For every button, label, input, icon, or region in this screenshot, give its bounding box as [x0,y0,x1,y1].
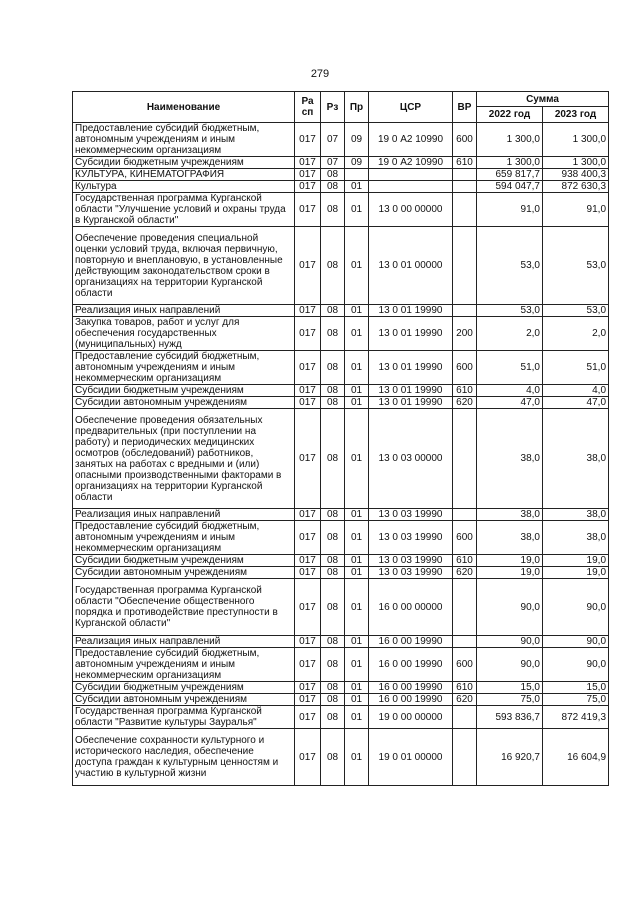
cell-sum-2022: 659 817,7 [477,169,543,181]
cell-rz: 08 [321,567,345,579]
cell-name: Государственная программа Курганской области "Обеспечение общественного порядка и противодействие преступности в Курганской области" [73,579,295,636]
table-row [73,397,609,409]
cell-name: Субсидии бюджетным учреждениям [73,682,295,694]
table-row [73,694,609,706]
cell-csr: 13 0 03 00000 [369,409,453,509]
cell-csr: 13 0 01 19990 [369,351,453,385]
table-row [73,351,609,385]
cell-name: Предоставление субсидий бюджетным, автономным учреждениям и иным некоммерческим организациям [73,521,295,555]
cell-sum-2022: 38,0 [477,509,543,521]
cell-sum-2023: 90,0 [543,579,609,636]
cell-csr: 13 0 03 19990 [369,567,453,579]
cell-pr: 01 [345,694,369,706]
cell-rz: 08 [321,636,345,648]
cell-name: Реализация иных направлений [73,509,295,521]
cell-sum-2023: 872 419,3 [543,706,609,729]
cell-name: Субсидии автономным учреждениям [73,397,295,409]
cell-sum-2022: 38,0 [477,409,543,509]
cell-sum-2023: 38,0 [543,509,609,521]
cell-csr: 19 0 А2 10990 [369,123,453,157]
header-csr: ЦСР [369,92,453,123]
cell-sum-2023: 51,0 [543,351,609,385]
cell-sum-2022: 1 300,0 [477,157,543,169]
cell-rasp: 017 [295,729,321,786]
cell-rasp: 017 [295,123,321,157]
cell-vr: 610 [453,157,477,169]
cell-vr [453,636,477,648]
cell-sum-2022: 75,0 [477,694,543,706]
cell-rz: 08 [321,227,345,305]
cell-name: Предоставление субсидий бюджетным, автономным учреждениям и иным некоммерческим организациям [73,123,295,157]
cell-rasp: 017 [295,682,321,694]
cell-csr: 13 0 01 19990 [369,385,453,397]
cell-sum-2022: 53,0 [477,305,543,317]
cell-rz: 08 [321,579,345,636]
cell-rz: 08 [321,351,345,385]
cell-pr: 01 [345,385,369,397]
cell-rasp: 017 [295,521,321,555]
table-row [73,706,609,729]
cell-pr: 01 [345,555,369,567]
cell-vr: 200 [453,317,477,351]
cell-pr: 01 [345,397,369,409]
cell-vr: 600 [453,123,477,157]
cell-vr: 620 [453,397,477,409]
cell-pr: 01 [345,579,369,636]
cell-vr: 600 [453,351,477,385]
cell-rasp: 017 [295,409,321,509]
cell-name: Обеспечение проведения специальной оценки условий труда, включая первичную, повторную и внеплановую, в установленные действующим законодательством сроки в организациях на территории Курганской области [73,227,295,305]
cell-sum-2023: 53,0 [543,305,609,317]
cell-sum-2022: 90,0 [477,579,543,636]
cell-rasp: 017 [295,181,321,193]
table-body [73,123,609,786]
cell-vr [453,409,477,509]
table-row [73,317,609,351]
cell-pr: 01 [345,317,369,351]
cell-sum-2022: 53,0 [477,227,543,305]
table-row [73,409,609,509]
cell-rz: 08 [321,169,345,181]
table-row [73,579,609,636]
cell-vr [453,181,477,193]
cell-sum-2023: 53,0 [543,227,609,305]
cell-csr: 13 0 01 19990 [369,397,453,409]
cell-sum-2022: 19,0 [477,567,543,579]
cell-sum-2022: 15,0 [477,682,543,694]
cell-sum-2023: 90,0 [543,648,609,682]
cell-vr [453,193,477,227]
table-row [73,636,609,648]
cell-pr: 01 [345,521,369,555]
cell-rasp: 017 [295,351,321,385]
cell-vr: 610 [453,385,477,397]
table-row [73,509,609,521]
cell-name: Обеспечение проведения обязательных предварительных (при поступлении на работу) и периодических медицинских осмотров (обследований) работников, занятых на работах с вредными и (или) опасными производственными факторами в организациях на территории Курганской области [73,409,295,509]
cell-rasp: 017 [295,193,321,227]
cell-name: КУЛЬТУРА, КИНЕМАТОГРАФИЯ [73,169,295,181]
cell-rz: 08 [321,181,345,193]
header-sum: Сумма [477,92,609,107]
cell-pr [345,169,369,181]
cell-rasp: 017 [295,706,321,729]
cell-name: Реализация иных направлений [73,305,295,317]
cell-sum-2023: 38,0 [543,409,609,509]
cell-csr: 13 0 00 00000 [369,193,453,227]
cell-name: Субсидии бюджетным учреждениям [73,555,295,567]
cell-rz: 08 [321,729,345,786]
cell-sum-2022: 593 836,7 [477,706,543,729]
cell-pr: 01 [345,227,369,305]
cell-vr [453,729,477,786]
table-row [73,157,609,169]
cell-pr: 01 [345,509,369,521]
cell-rasp: 017 [295,694,321,706]
cell-sum-2022: 1 300,0 [477,123,543,157]
cell-csr: 16 0 00 00000 [369,579,453,636]
cell-rasp: 017 [295,648,321,682]
cell-vr: 620 [453,694,477,706]
cell-rz: 08 [321,648,345,682]
table-row [73,682,609,694]
cell-name: Государственная программа Курганской области "Развитие культуры Зауралья" [73,706,295,729]
page-number: 279 [310,68,330,80]
table-row [73,169,609,181]
cell-vr: 610 [453,555,477,567]
header-rasp: Ра сп [295,92,321,123]
cell-sum-2023: 4,0 [543,385,609,397]
cell-sum-2022: 594 047,7 [477,181,543,193]
cell-name: Субсидии бюджетным учреждениям [73,385,295,397]
cell-csr: 13 0 01 19990 [369,317,453,351]
cell-vr [453,227,477,305]
cell-csr: 16 0 00 19990 [369,648,453,682]
header-year-2022: 2022 год [477,107,543,123]
cell-rz: 08 [321,385,345,397]
cell-pr: 01 [345,682,369,694]
cell-sum-2022: 38,0 [477,521,543,555]
header-name: Наименование [73,92,295,123]
cell-csr [369,169,453,181]
cell-name: Предоставление субсидий бюджетным, автономным учреждениям и иным некоммерческим организациям [73,648,295,682]
cell-rz: 08 [321,317,345,351]
cell-sum-2022: 16 920,7 [477,729,543,786]
cell-name: Субсидии автономным учреждениям [73,567,295,579]
cell-csr: 13 0 03 19990 [369,509,453,521]
cell-pr: 01 [345,706,369,729]
table-row [73,385,609,397]
cell-sum-2022: 91,0 [477,193,543,227]
cell-rasp: 017 [295,509,321,521]
cell-rz: 08 [321,682,345,694]
cell-rasp: 017 [295,397,321,409]
cell-pr: 01 [345,193,369,227]
cell-csr: 13 0 01 00000 [369,227,453,305]
cell-sum-2023: 47,0 [543,397,609,409]
cell-rasp: 017 [295,579,321,636]
cell-csr: 13 0 03 19990 [369,555,453,567]
cell-pr: 01 [345,648,369,682]
cell-sum-2022: 51,0 [477,351,543,385]
cell-rasp: 017 [295,169,321,181]
cell-pr: 09 [345,157,369,169]
cell-csr: 19 0 А2 10990 [369,157,453,169]
cell-rasp: 017 [295,636,321,648]
cell-sum-2023: 38,0 [543,521,609,555]
cell-csr: 19 0 01 00000 [369,729,453,786]
table-row [73,123,609,157]
cell-pr: 01 [345,181,369,193]
cell-vr [453,509,477,521]
table-row [73,555,609,567]
cell-sum-2023: 15,0 [543,682,609,694]
table-row [73,521,609,555]
cell-sum-2023: 91,0 [543,193,609,227]
cell-name: Субсидии автономным учреждениям [73,694,295,706]
cell-sum-2023: 16 604,9 [543,729,609,786]
cell-vr: 600 [453,648,477,682]
table-row [73,648,609,682]
cell-sum-2022: 19,0 [477,555,543,567]
cell-sum-2022: 90,0 [477,648,543,682]
cell-sum-2023: 19,0 [543,567,609,579]
budget-table [72,91,609,786]
cell-sum-2023: 90,0 [543,636,609,648]
cell-vr [453,305,477,317]
table-row [73,181,609,193]
cell-rasp: 017 [295,555,321,567]
header-pr: Пр [345,92,369,123]
cell-rasp: 017 [295,317,321,351]
cell-rz: 07 [321,157,345,169]
cell-rasp: 017 [295,305,321,317]
cell-name: Обеспечение сохранности культурного и исторического наследия, обеспечение доступа граждан к культурным ценностям и участию в культурной жизни [73,729,295,786]
cell-rasp: 017 [295,157,321,169]
cell-rz: 08 [321,521,345,555]
cell-sum-2023: 872 630,3 [543,181,609,193]
cell-csr: 13 0 03 19990 [369,521,453,555]
cell-rz: 08 [321,555,345,567]
header-vr: ВР [453,92,477,123]
cell-pr: 09 [345,123,369,157]
cell-rz: 08 [321,193,345,227]
cell-name: Субсидии бюджетным учреждениям [73,157,295,169]
cell-sum-2023: 75,0 [543,694,609,706]
table-row [73,729,609,786]
cell-rasp: 017 [295,567,321,579]
cell-sum-2023: 1 300,0 [543,157,609,169]
cell-rz: 08 [321,397,345,409]
cell-name: Культура [73,181,295,193]
cell-sum-2022: 47,0 [477,397,543,409]
cell-pr: 01 [345,409,369,509]
cell-sum-2022: 4,0 [477,385,543,397]
cell-sum-2023: 1 300,0 [543,123,609,157]
cell-pr: 01 [345,351,369,385]
cell-name: Предоставление субсидий бюджетным, автономным учреждениям и иным некоммерческим организациям [73,351,295,385]
cell-sum-2022: 2,0 [477,317,543,351]
cell-pr: 01 [345,636,369,648]
table-header [73,92,609,123]
cell-rasp: 017 [295,385,321,397]
cell-rz: 08 [321,305,345,317]
cell-pr: 01 [345,729,369,786]
cell-rz: 08 [321,706,345,729]
cell-csr [369,181,453,193]
table-row [73,567,609,579]
cell-vr: 610 [453,682,477,694]
cell-rz: 07 [321,123,345,157]
table-row [73,193,609,227]
cell-csr: 16 0 00 19990 [369,694,453,706]
cell-rz: 08 [321,694,345,706]
cell-sum-2023: 938 400,3 [543,169,609,181]
cell-csr: 19 0 00 00000 [369,706,453,729]
header-rz: Рз [321,92,345,123]
cell-name: Государственная программа Курганской области "Улучшение условий и охраны труда в Курганской области" [73,193,295,227]
cell-sum-2023: 19,0 [543,555,609,567]
table-row [73,305,609,317]
cell-vr: 600 [453,521,477,555]
cell-vr: 620 [453,567,477,579]
cell-pr: 01 [345,567,369,579]
cell-name: Закупка товаров, работ и услуг для обеспечения государственных (муниципальных) нужд [73,317,295,351]
cell-csr: 16 0 00 19990 [369,682,453,694]
cell-csr: 13 0 01 19990 [369,305,453,317]
cell-sum-2022: 90,0 [477,636,543,648]
cell-sum-2023: 2,0 [543,317,609,351]
cell-rz: 08 [321,409,345,509]
cell-rasp: 017 [295,227,321,305]
cell-vr [453,579,477,636]
cell-rz: 08 [321,509,345,521]
cell-vr [453,706,477,729]
header-year-2023: 2023 год [543,107,609,123]
table-row [73,227,609,305]
cell-vr [453,169,477,181]
cell-pr: 01 [345,305,369,317]
cell-name: Реализация иных направлений [73,636,295,648]
cell-csr: 16 0 00 19990 [369,636,453,648]
